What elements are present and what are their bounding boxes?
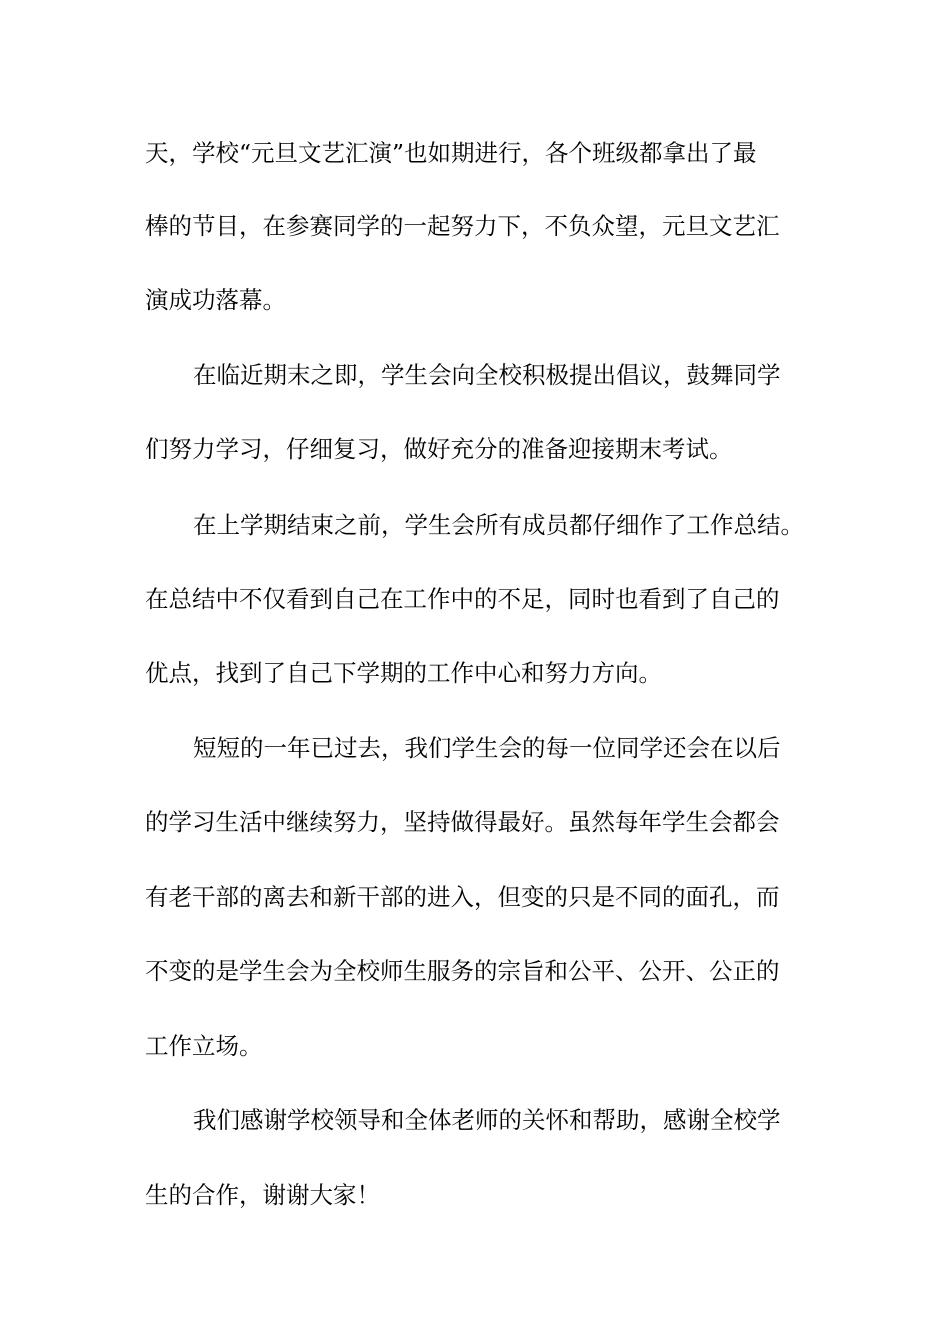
paragraph-line: 优点，找到了自己下学期的工作中心和努力方向。: [145, 659, 662, 687]
paragraph-line: 我们感谢学校领导和全体老师的关怀和帮助，感谢全校学: [193, 1106, 781, 1134]
paragraph-line: 棒的节目，在参赛同学的一起努力下，不负众望，元旦文艺汇: [145, 212, 780, 240]
paragraph-line: 演成功落幕。: [145, 286, 286, 314]
paragraph-line: 工作立场。: [145, 1032, 263, 1060]
paragraph-line: 不变的是学生会为全校师生服务的宗旨和公平、公开、公正的: [145, 957, 780, 985]
paragraph-line: 有老干部的离去和新干部的进入，但变的只是不同的面孔，而: [145, 883, 780, 911]
paragraph-line: 生的合作，谢谢大家！: [145, 1181, 380, 1209]
paragraph-line: 短短的一年已过去，我们学生会的每一位同学还会在以后: [193, 734, 781, 762]
paragraph-line: 在总结中不仅看到自己在工作中的不足，同时也看到了自己的: [145, 585, 780, 613]
paragraph-line: 在临近期末之即，学生会向全校积极提出倡议，鼓舞同学: [193, 361, 781, 389]
paragraph-line: 的学习生活中继续努力，坚持做得最好。虽然每年学生会都会: [145, 808, 780, 836]
paragraph-line: 天，学校“元旦文艺汇演”也如期进行，各个班级都拿出了最: [145, 139, 757, 167]
paragraph-line: 们努力学习，仔细复习，做好充分的准备迎接期末考试。: [145, 435, 733, 463]
paragraph-line: 在上学期结束之前，学生会所有成员都仔细作了工作总结。: [193, 511, 804, 539]
